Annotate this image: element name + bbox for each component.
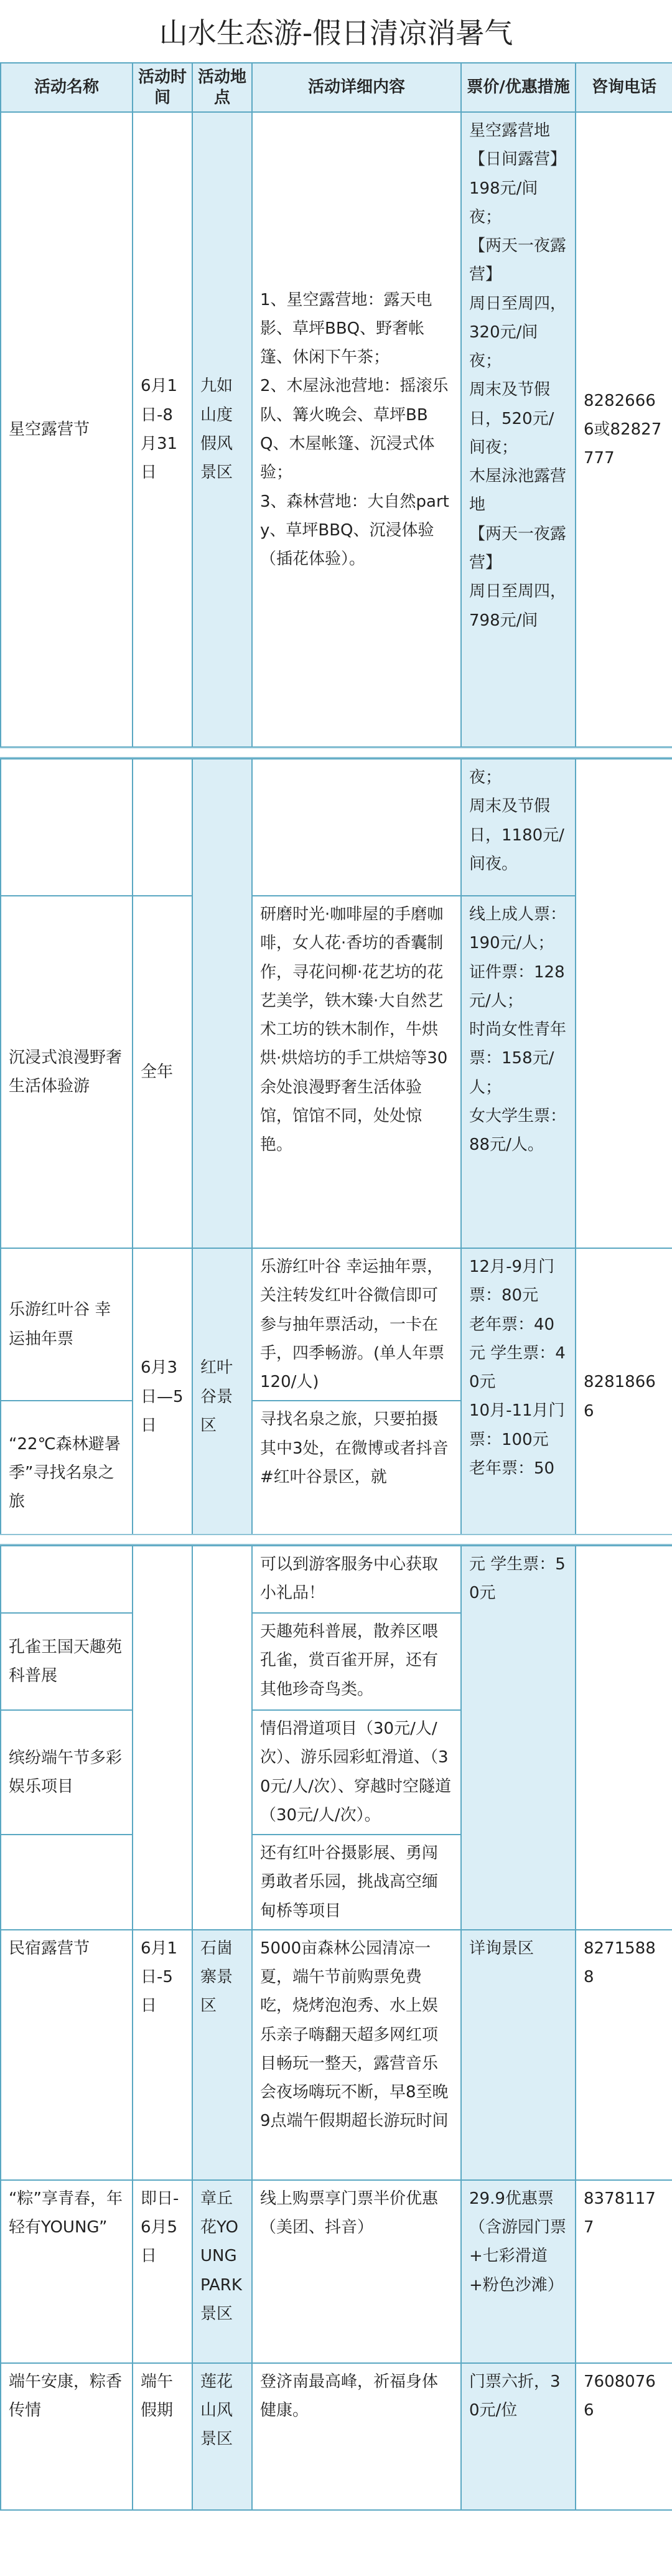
header-name: 活动名称 [1, 63, 133, 112]
activity-table-part-2 [0, 758, 672, 1546]
activity-ticket: 详询景区 [461, 1930, 576, 2180]
activity-location: 石崮寨景区 [192, 1930, 252, 2180]
activity-name: 孔雀王国天趣苑科普展 [1, 1613, 133, 1710]
activity-table-part-3 [0, 1545, 672, 2511]
table-row [1, 2180, 672, 2363]
activity-time: 全年 [133, 896, 192, 1248]
activity-phone: 76080766 [576, 2363, 672, 2510]
activity-name: “22℃森林避暑季”寻找名泉之旅 [1, 1401, 133, 1545]
header-detail: 活动详细内容 [252, 63, 461, 112]
header-ticket: 票价/优惠措施 [461, 63, 576, 112]
table-row [1, 759, 672, 896]
activity-detail: 还有红叶谷摄影展、勇闯勇敢者乐园，挑战高空缅甸桥等项目 [252, 1835, 461, 1930]
activity-detail: 线上购票享门票半价优惠（美团、抖音） [252, 2180, 461, 2363]
page-title: 山水生态游-假日清凉消暑气 [159, 16, 513, 50]
activity-ticket-continued: 元 学生票：50元 [461, 1546, 576, 1930]
page-break [0, 1534, 672, 1545]
activity-ticket: 29.9优惠票（含游园门票+七彩滑道+粉色沙滩） [461, 2180, 576, 2363]
table-row [1, 1546, 672, 1613]
header-location: 活动地点 [192, 63, 252, 112]
activity-name: 星空露营节 [1, 112, 133, 747]
activity-time: 6月1日-5日 [133, 1930, 192, 2180]
header-row [1, 63, 672, 112]
activity-detail: 5000亩森林公园清凉一夏，端午节前购票免费吃，烧烤泡泡秀、水上娱乐亲子嗨翻天超多网红项目畅玩一整天，露营音乐会夜场嗨玩不断，早8至晚9点端午假期超长游玩时间 [252, 1930, 461, 2180]
activity-time: 端午假期 [133, 2363, 192, 2510]
activity-detail: 研磨时光·咖啡屋的手磨咖啡，女人花·香坊的香囊制作，寻花问柳·花艺坊的花艺美学，铁木臻·大自然艺术工坊的铁木制作，牛烘烘·烘焙坊的手工烘焙等30余处浪漫野奢生活体验馆，馆馆不同，处处惊艳。 [252, 896, 461, 1248]
activity-name: 缤纷端午节多彩娱乐项目 [1, 1710, 133, 1835]
page-break [0, 747, 672, 758]
activity-time: 6月1日-8月31日 [133, 112, 192, 747]
table-row [1, 2363, 672, 2510]
activity-location: 章丘花YOUNG PARK景区 [192, 2180, 252, 2363]
activity-table-part-1 [0, 62, 672, 748]
activity-location: 莲花山风景区 [192, 2363, 252, 2510]
activity-ticket: 门票六折，30元/位 [461, 2363, 576, 2510]
activity-ticket: 星空露营地 【日间露营】198元/间夜； 【两天一夜露营】 周日至周四，320元/间夜； 周末及节假日，520元/间夜； 木屋泳池露营地 【两天一夜露营】 周日至周四，798元/间 [461, 112, 576, 747]
activity-detail: 登济南最高峰，祈福身体健康。 [252, 2363, 461, 2510]
header-time: 活动时间 [133, 63, 192, 112]
activity-ticket: 12月-9月门票：80元 老年票：40元 学生票：40元 10月-11月门票：100元 老年票：50 [461, 1248, 576, 1545]
table-row [1, 112, 672, 747]
header-phone: 咨询电话 [576, 63, 672, 112]
table-row [1, 1248, 672, 1401]
activity-time: 6月3日—5日 [133, 1248, 192, 1545]
table-row [1, 896, 672, 1248]
activity-phone: 83781177 [576, 2180, 672, 2363]
activity-location: 九如山度假风景区 [192, 112, 252, 747]
activity-phone: 82715888 [576, 1930, 672, 2180]
activity-detail: 1、星空露营地：露天电影、草坪BBQ、野奢帐篷、休闲下午茶； 2、木屋泳池营地：摇滚乐队、篝火晚会、草坪BBQ、木屋帐篷、沉浸式体验； 3、森林营地：大自然party、草坪BBQ、沉浸体验（插花体验）。 [252, 112, 461, 747]
activity-phone: 82818666 [576, 1248, 672, 1545]
activity-ticket-continued: 夜； 周末及节假日，1180元/间夜。 [461, 759, 576, 896]
table-row [1, 1930, 672, 2180]
activity-name: “粽”享青春，年轻有YOUNG” [1, 2180, 133, 2363]
activity-name: 端午安康，粽香传情 [1, 2363, 133, 2510]
activity-name: 沉浸式浪漫野奢生活体验游 [1, 896, 133, 1248]
activity-name: 乐游红叶谷 幸运抽年票 [1, 1248, 133, 1401]
activity-detail-continued: 可以到游客服务中心获取小礼品！ [252, 1546, 461, 1613]
activity-time: 即日-6月5日 [133, 2180, 192, 2363]
activity-detail: 寻找名泉之旅，只要拍摄其中3处，在微博或者抖音#红叶谷景区，就 [252, 1401, 461, 1545]
activity-phone: 82826666或82827777 [576, 112, 672, 747]
activity-ticket: 线上成人票：190元/人； 证件票：128元/人； 时尚女性青年票：158元/人； 女大学生票：88元/人。 [461, 896, 576, 1248]
activity-detail: 天趣苑科普展，散养区喂孔雀，赏百雀开屏，还有其他珍奇鸟类。 [252, 1613, 461, 1710]
activity-name: 民宿露营节 [1, 1930, 133, 2180]
activity-detail: 情侣滑道项目（30元/人/次）、游乐园彩虹滑道、（30元/人/次）、穿越时空隧道（30元/人/次）。 [252, 1710, 461, 1835]
activity-detail: 乐游红叶谷 幸运抽年票，关注转发红叶谷微信即可参与抽年票活动，一卡在手，四季畅游。(单人年票120/人) [252, 1248, 461, 1401]
activity-location: 红叶谷景区 [192, 1248, 252, 1545]
